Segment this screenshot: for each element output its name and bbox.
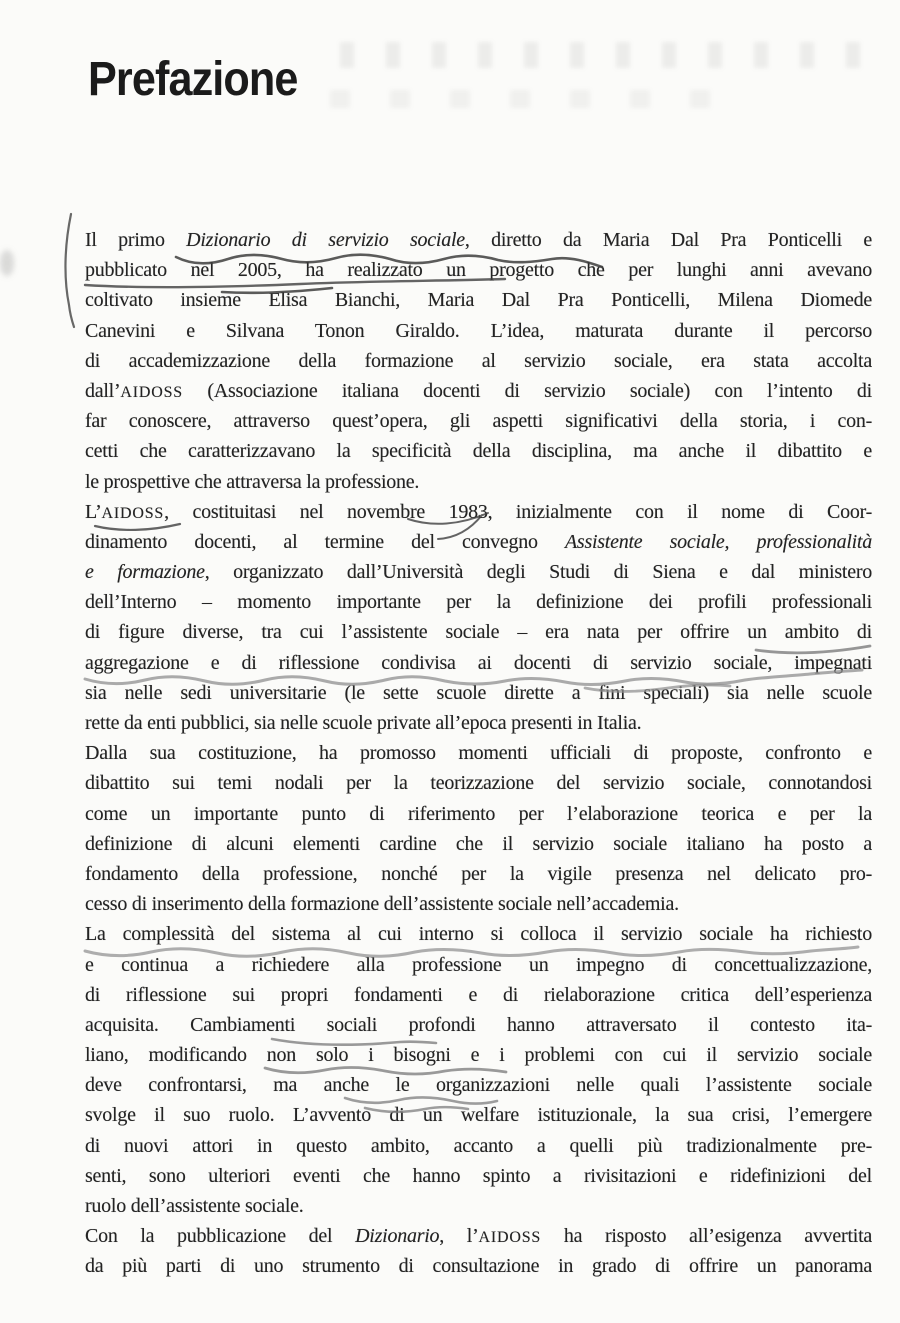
paragraph <box>85 919 872 1221</box>
text-segment: pubblicato nel 2005, ha realizzato un progetto che per lunghi anni avevano <box>85 259 872 282</box>
text-line <box>85 889 872 919</box>
text-line <box>85 255 872 285</box>
text-line <box>85 617 872 647</box>
text-line <box>85 376 872 406</box>
text-line <box>85 980 872 1010</box>
scan-smudge <box>340 42 860 68</box>
text-line <box>85 1191 872 1221</box>
scan-smudge <box>330 90 750 108</box>
text-line <box>85 708 872 738</box>
text-segment: deve confrontarsi, ma anche le organizzazioni nelle quali l’assistente sociale <box>85 1074 872 1097</box>
text-line <box>85 527 872 557</box>
text-line <box>85 1010 872 1040</box>
text-segment: (Associazione italiana docenti di servizio sociale) con l’intento di <box>183 379 872 402</box>
text-line <box>85 346 872 376</box>
text-segment: fondamento della professione, nonché per la vigile presenza nel delicato pro- <box>85 862 872 885</box>
text-segment: rette da enti pubblici, sia nelle scuole private all’epoca presenti in Italia. <box>85 712 642 734</box>
margin-pencil-line <box>65 214 74 327</box>
text-segment: senti, sono ulteriori eventi che hanno spinto a rivisitazioni e ridefinizioni del <box>85 1164 872 1187</box>
text-segment: cetti che caratterizzavano la specificità della disciplina, ma anche il dibattito e <box>85 440 872 463</box>
text-segment: di figure diverse, tra cui l’assistente sociale – era nata per offrire un ambito di <box>85 621 872 644</box>
text-segment: Il primo <box>85 229 187 251</box>
text-line <box>85 1070 872 1100</box>
text-line <box>85 497 872 527</box>
text-segment: ruolo dell’assistente sociale. <box>85 1195 304 1217</box>
text-line <box>85 1251 872 1281</box>
text-segment: far conoscere, attraverso quest’opera, gli aspetti significativi della storia, i con- <box>85 410 872 433</box>
text-line <box>85 316 872 346</box>
text-line <box>85 799 872 829</box>
text-segment: di nuovi attori in questo ambito, accanto a quelli più tradizionalmente pre- <box>85 1134 872 1157</box>
text-segment: coltivato insieme Elisa Bianchi, Maria Dal Pra Ponticelli, Milena Diomede <box>85 289 872 312</box>
text-line <box>85 557 872 587</box>
text-segment: ha risposto all’esigenza avvertita <box>541 1225 872 1248</box>
text-segment: Assistente sociale, professionalità <box>564 530 872 553</box>
text-segment: , organizzato dall’Università degli Studi di Siena e dal ministero <box>204 561 872 584</box>
text-segment: come un importante punto di riferimento per l’elaborazione teorica e per la <box>85 802 872 825</box>
text-line <box>85 1221 872 1251</box>
text-line <box>85 467 872 497</box>
text-block <box>85 225 872 1282</box>
text-line <box>85 919 872 949</box>
text-line <box>85 768 872 798</box>
text-line <box>85 587 872 617</box>
text-segment: Dalla sua costituzione, ha promosso momenti ufficiali di proposte, confronto e <box>85 742 872 765</box>
text-segment: di accademizzazione della formazione al servizio sociale, era stata accolta <box>85 349 872 372</box>
text-segment: sia nelle sedi universitarie (le sette scuole dirette a fini speciali) sia nelle scuole <box>85 681 872 704</box>
text-segment: Dizionario di servizio sociale <box>186 229 465 251</box>
text-line <box>85 436 872 466</box>
text-segment: L’ <box>85 500 102 523</box>
text-line <box>85 950 872 980</box>
paragraph <box>85 738 872 919</box>
text-segment: AIDOSS <box>101 504 165 522</box>
text-segment: AIDOSS <box>478 1229 542 1247</box>
text-segment: , costituitasi nel novembre 1983, inizialmente con il nome di Coor- <box>164 500 872 523</box>
text-line <box>85 648 872 678</box>
text-line <box>85 1040 872 1070</box>
text-segment: e continua a richiedere alla professione un impegno di concettualizzazione, <box>85 953 872 976</box>
text-line <box>85 1131 872 1161</box>
text-segment: dall’ <box>85 379 121 402</box>
text-line <box>85 285 872 315</box>
text-segment: aggregazione e di riflessione condivisa ai docenti di servizio sociale, impegnati <box>85 651 872 674</box>
text-line <box>85 859 872 889</box>
text-segment: cesso di inserimento della formazione dell’assistente sociale nell’accademia. <box>85 893 679 916</box>
paragraph <box>85 225 872 497</box>
text-segment: le prospettive che attraversa la professione. <box>85 470 420 493</box>
text-line <box>85 406 872 436</box>
text-segment: da più parti di uno strumento di consultazione in grado di offrire un panorama <box>85 1255 872 1278</box>
text-segment: dibattito sui temi nodali per la teorizzazione del servizio sociale, connotandosi <box>85 772 872 795</box>
text-segment: liano, modificando non solo i bisogni e i problemi con cui il servizio sociale <box>85 1044 872 1067</box>
page-title: Prefazione <box>88 53 298 107</box>
text-segment: AIDOSS <box>120 383 183 401</box>
text-line <box>85 738 872 768</box>
text-segment: e formazione <box>85 561 205 584</box>
text-segment: , diretto da Maria Dal Pra Ponticelli e <box>464 229 872 251</box>
text-segment: svolge il suo ruolo. L’avvento di un welfare istituzionale, la sua crisi, l’emergere <box>85 1104 872 1127</box>
scan-smudge <box>0 250 14 276</box>
text-line <box>85 1100 872 1130</box>
text-line <box>85 829 872 859</box>
text-segment: , l’ <box>439 1225 479 1248</box>
text-segment: Con la pubblicazione del <box>85 1225 356 1248</box>
text-segment: acquisita. Cambiamenti sociali profondi hanno attraversato il contesto ita- <box>85 1013 872 1036</box>
text-segment: dinamento docenti, al termine del convegno <box>85 530 565 553</box>
text-segment: La complessità del sistema al cui interno si colloca il servizio sociale ha richiesto <box>85 923 872 946</box>
text-line <box>85 678 872 708</box>
text-segment: Dizionario <box>355 1225 440 1248</box>
text-line <box>85 1161 872 1191</box>
text-segment: definizione di alcuni elementi cardine che il servizio sociale italiano ha posto a <box>85 832 872 855</box>
paragraph <box>85 1221 872 1281</box>
text-line <box>85 225 872 255</box>
paragraph <box>85 497 872 739</box>
text-segment: dell’Interno – momento importante per la definizione dei profili professionali <box>85 591 872 614</box>
text-segment: di riflessione sui propri fondamenti e di rielaborazione critica dell’esperienza <box>85 983 872 1006</box>
text-segment: Canevini e Silvana Tonon Giraldo. L’idea, maturata durante il percorso <box>85 319 872 342</box>
